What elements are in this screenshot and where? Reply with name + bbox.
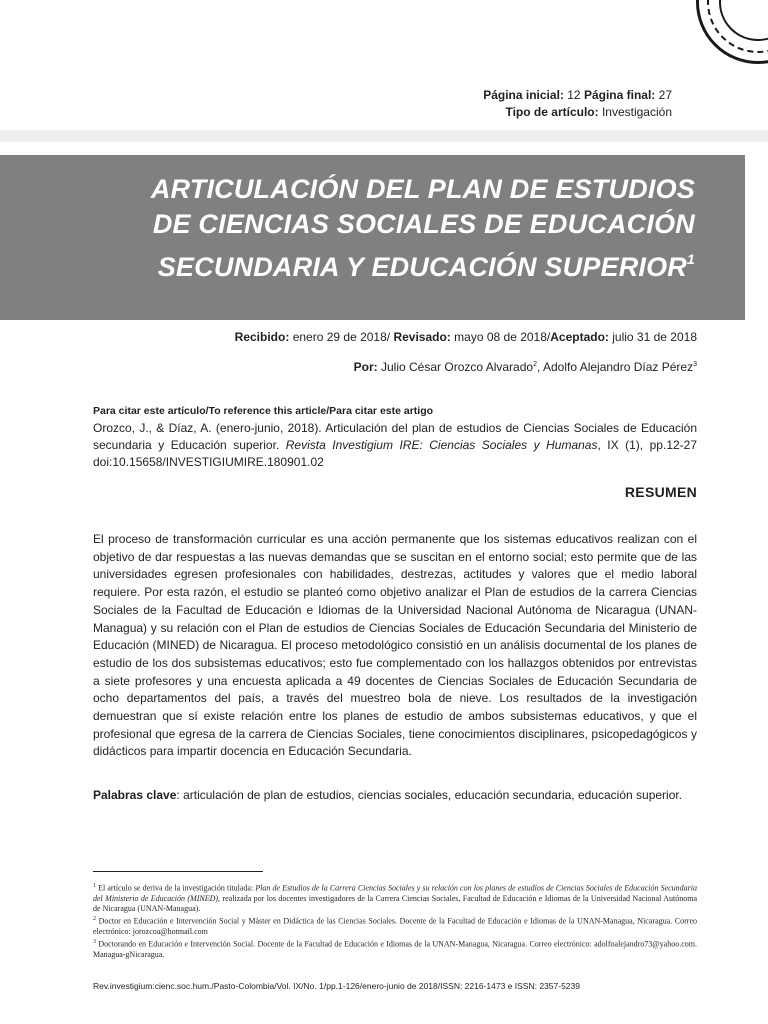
article-title: ARTICULACIÓN DEL PLAN DE ESTUDIOS DE CIENCIAS SOCIALES DE EDUCACIÓN SECUNDARIA Y EDUCACIÓN SUPERIOR$^1$ [150,174,695,282]
decorative-band [0,130,768,142]
footnote-3: $^3$ Doctorando en Educación e Intervención Social. Docente de la Facultad de Educación e Idiomas de la UNAN-Managua, Nicaragua. Correo electrónico: adolfoalejandro73@yahoo.com. Managua-gNicaragua. [93,939,697,960]
article-meta [483,87,672,121]
article-type: Tipo de artículo: Investigación [505,105,672,119]
abstract-body: El proceso de transformación curricular es una acción permanente que los sistemas educativos realizan con el objetivo de dar respuestas a las nuevas demandas que se suscitan en el entorno social; esto permite que de las universidades egresen profesionales con habilidades, destrezas, actitudes y valores que el medio laboral requiere. Por esta razón, el estudio se planteó como objetivo analizar el Plan de estudios de la carrera Ciencias Sociales de la Facultad de Educación e Idiomas de la Universidad Nacional Autónoma de Nicaragua (UNAN- Managua) y su relación con el Plan de estudios de Ciencias Sociales de Educación Secundaria del Ministerio de Educación (MINED) de Nicaragua. El proceso metodológico consistió en un análisis documental de los planes de estudio de los dos subsistemas educativos; esto fue complementado con los hallazgos obtenidos por entrevistas a siete profesores y una encuesta aplicada a 49 docentes de Ciencias Sociales de Educación Secundaria de ocho departamentos del país, a través del muestreo bola de nieve. Los resultados de la investigación demuestran que sí existe relación entre los planes de estudio de ambos subsistemas educativos, y que el profesional que egresa de la carrera de Ciencias Sociales, tiene conocimientos disciplinares, psicopedagógicos y didácticos para impartir docencia en Educación Secundaria. [93,532,697,759]
author-2: Adolfo Alejandro Díaz Pérez [543,360,694,374]
abstract-heading: RESUMEN [624,484,697,500]
journal-name: Revista Investigium IRE: Ciencias Sociales y Humanas [285,438,598,452]
footnotes [93,881,697,960]
journal-seal-logo [696,0,768,64]
title-footnote-mark[interactable]: 1 [687,251,695,267]
footnote-2: $^2$ Doctor en Educación e Intervención Social y Máster en Didáctica de las Ciencias Sociales. Docente de la Facultad de Educación e Idiomas de la UNAN-Managua, Nicaragua. Correo electrónico: jorozcoa@hotmail.com [93,916,697,937]
author-line: Por: Julio César Orozco Alvarado$^2$, Adolfo Alejandro Díaz Pérez$^3$ [353,360,697,374]
citation-heading: Para citar este artículo/To reference this article/Para citar este artigo [93,405,434,417]
article-dates: Recibido: enero 29 de 2018/ Revisado: mayo 08 de 2018/Aceptado: julio 31 de 2018 [234,330,697,344]
citation-text: Orozco, J., & Díaz, A. (enero-junio, 2018). Articulación del plan de estudios de Ciencias Sociales de Educación secundaria y Educación superior. Revista Investigium IRE: Ciencias Sociales y Humanas, IX (1), pp.12-27 doi:10.15658/INVESTIGIUMIRE.180901.02 [93,421,698,469]
page-range: Página inicial: 12 Página final: 27 [483,88,672,102]
author-1: Julio César Orozco Alvarado [381,360,534,374]
keywords: Palabras clave: articulación de plan de estudios, ciencias sociales, educación secundaria, educación superior. [93,788,683,802]
footnote-divider [93,871,263,872]
title-banner [0,155,745,320]
page-footer: Rev.investigium:cienc.soc.hum./Pasto-Colombia/Vol. IX/No. 1/pp.1-126/enero-junio de 2018/ISSN: 2216-1473 e ISSN: 2357-5239 [93,981,580,991]
footnote-1: $^1$ El artículo se deriva de la investigación titulada: Plan de Estudios de la Carrera Ciencias Sociales y su relación con los planes de estudios de Ciencias Sociales de Educación Secundaria del Ministerio de Educación (MINED), realizada por los docentes investigadores de la Carrera Ciencias Sociales, Facultad de Educación e Idiomas de la Universidad Nacional Autónoma de Nicaragua (UNAN-Managua). [93,883,698,914]
